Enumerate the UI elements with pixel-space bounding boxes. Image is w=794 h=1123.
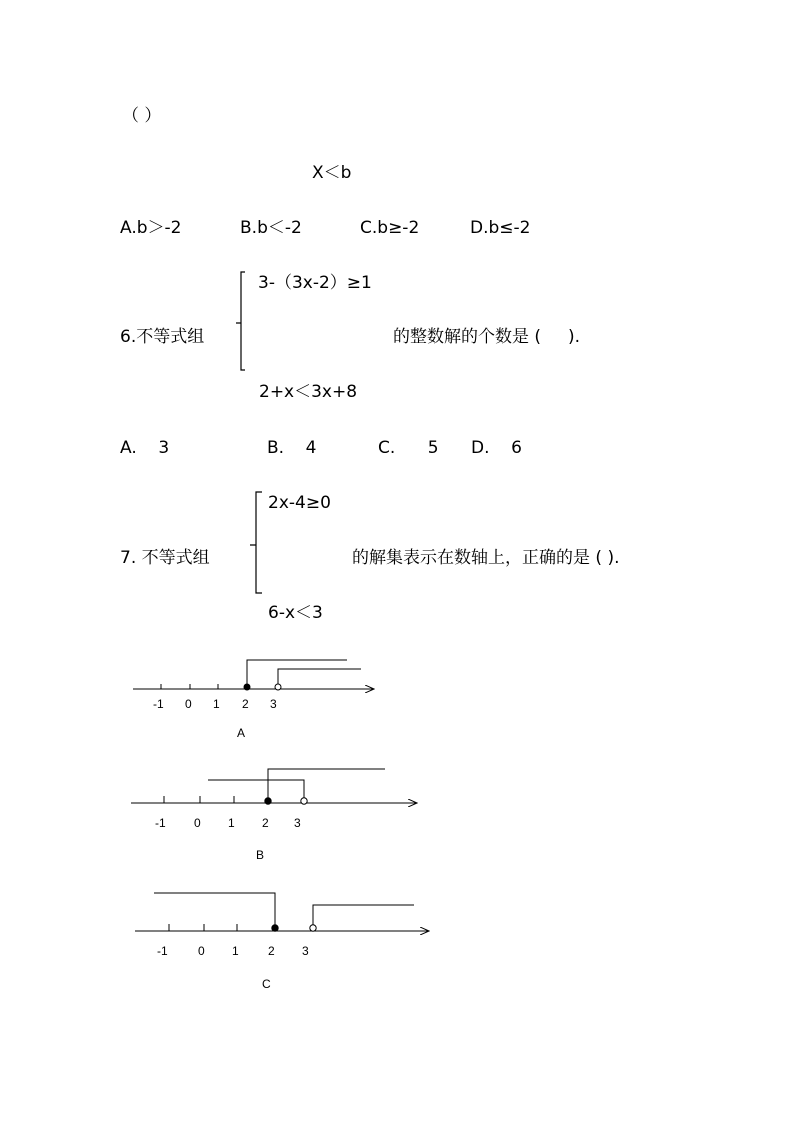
option-a: A.b＞-2 xyxy=(120,218,182,238)
tick-label: 2 xyxy=(242,697,249,711)
figure-label-b: B xyxy=(256,848,265,862)
tick-label: 1 xyxy=(213,697,220,711)
tick-label: 0 xyxy=(194,816,201,830)
q6-prefix: 6.不等式组 xyxy=(120,327,205,347)
q6-option-d: D. 6 xyxy=(471,438,522,458)
option-d: D.b≤-2 xyxy=(470,218,531,238)
system-inequality-line: X＜b xyxy=(312,163,352,183)
open-point-3 xyxy=(275,684,281,690)
tick-label: -1 xyxy=(155,816,166,830)
tick-label: -1 xyxy=(153,697,164,711)
tick-label: 2 xyxy=(268,944,275,958)
number-line-c xyxy=(135,893,429,931)
tick-label: -1 xyxy=(157,944,168,958)
q6-option-c: C. 5 xyxy=(378,438,439,458)
tick-label: 3 xyxy=(302,944,309,958)
q7-inequality-1: 2x-4≥0 xyxy=(268,493,331,513)
figure-label-c: C xyxy=(262,977,271,991)
q6-inequality-1: 3-（3x-2）≥1 xyxy=(258,273,372,293)
tick-label: 3 xyxy=(270,697,277,711)
number-line-a xyxy=(133,660,374,690)
tick-label: 3 xyxy=(294,816,301,830)
closed-point-2 xyxy=(244,684,250,690)
open-point-3 xyxy=(301,798,307,804)
q6-option-b: B. 4 xyxy=(267,438,317,458)
q6-inequality-2: 2+x＜3x+8 xyxy=(259,382,358,402)
tick-label: 2 xyxy=(262,816,269,830)
q7-inequality-2: 6-x＜3 xyxy=(268,603,323,623)
q6-option-a: A. 3 xyxy=(120,438,170,458)
option-b: B.b＜-2 xyxy=(240,218,302,238)
answer-parentheses: （ ） xyxy=(122,106,162,126)
tick-label: 1 xyxy=(228,816,235,830)
open-point-3 xyxy=(310,925,316,931)
closed-point-2 xyxy=(265,798,271,804)
q7-suffix: 的解集表示在数轴上，正确的是 ( ). xyxy=(352,548,620,568)
tick-label: 1 xyxy=(232,944,239,958)
option-c: C.b≥-2 xyxy=(360,218,420,238)
tick-label: 0 xyxy=(185,697,192,711)
q7-brace xyxy=(250,492,262,593)
q6-brace xyxy=(236,272,245,370)
q7-prefix: 7. 不等式组 xyxy=(120,548,210,568)
number-line-b xyxy=(131,769,417,804)
closed-point-2 xyxy=(272,925,278,931)
q6-suffix: 的整数解的个数是 ( ). xyxy=(393,327,581,347)
figure-label-a: A xyxy=(237,726,246,740)
tick-label: 0 xyxy=(198,944,205,958)
